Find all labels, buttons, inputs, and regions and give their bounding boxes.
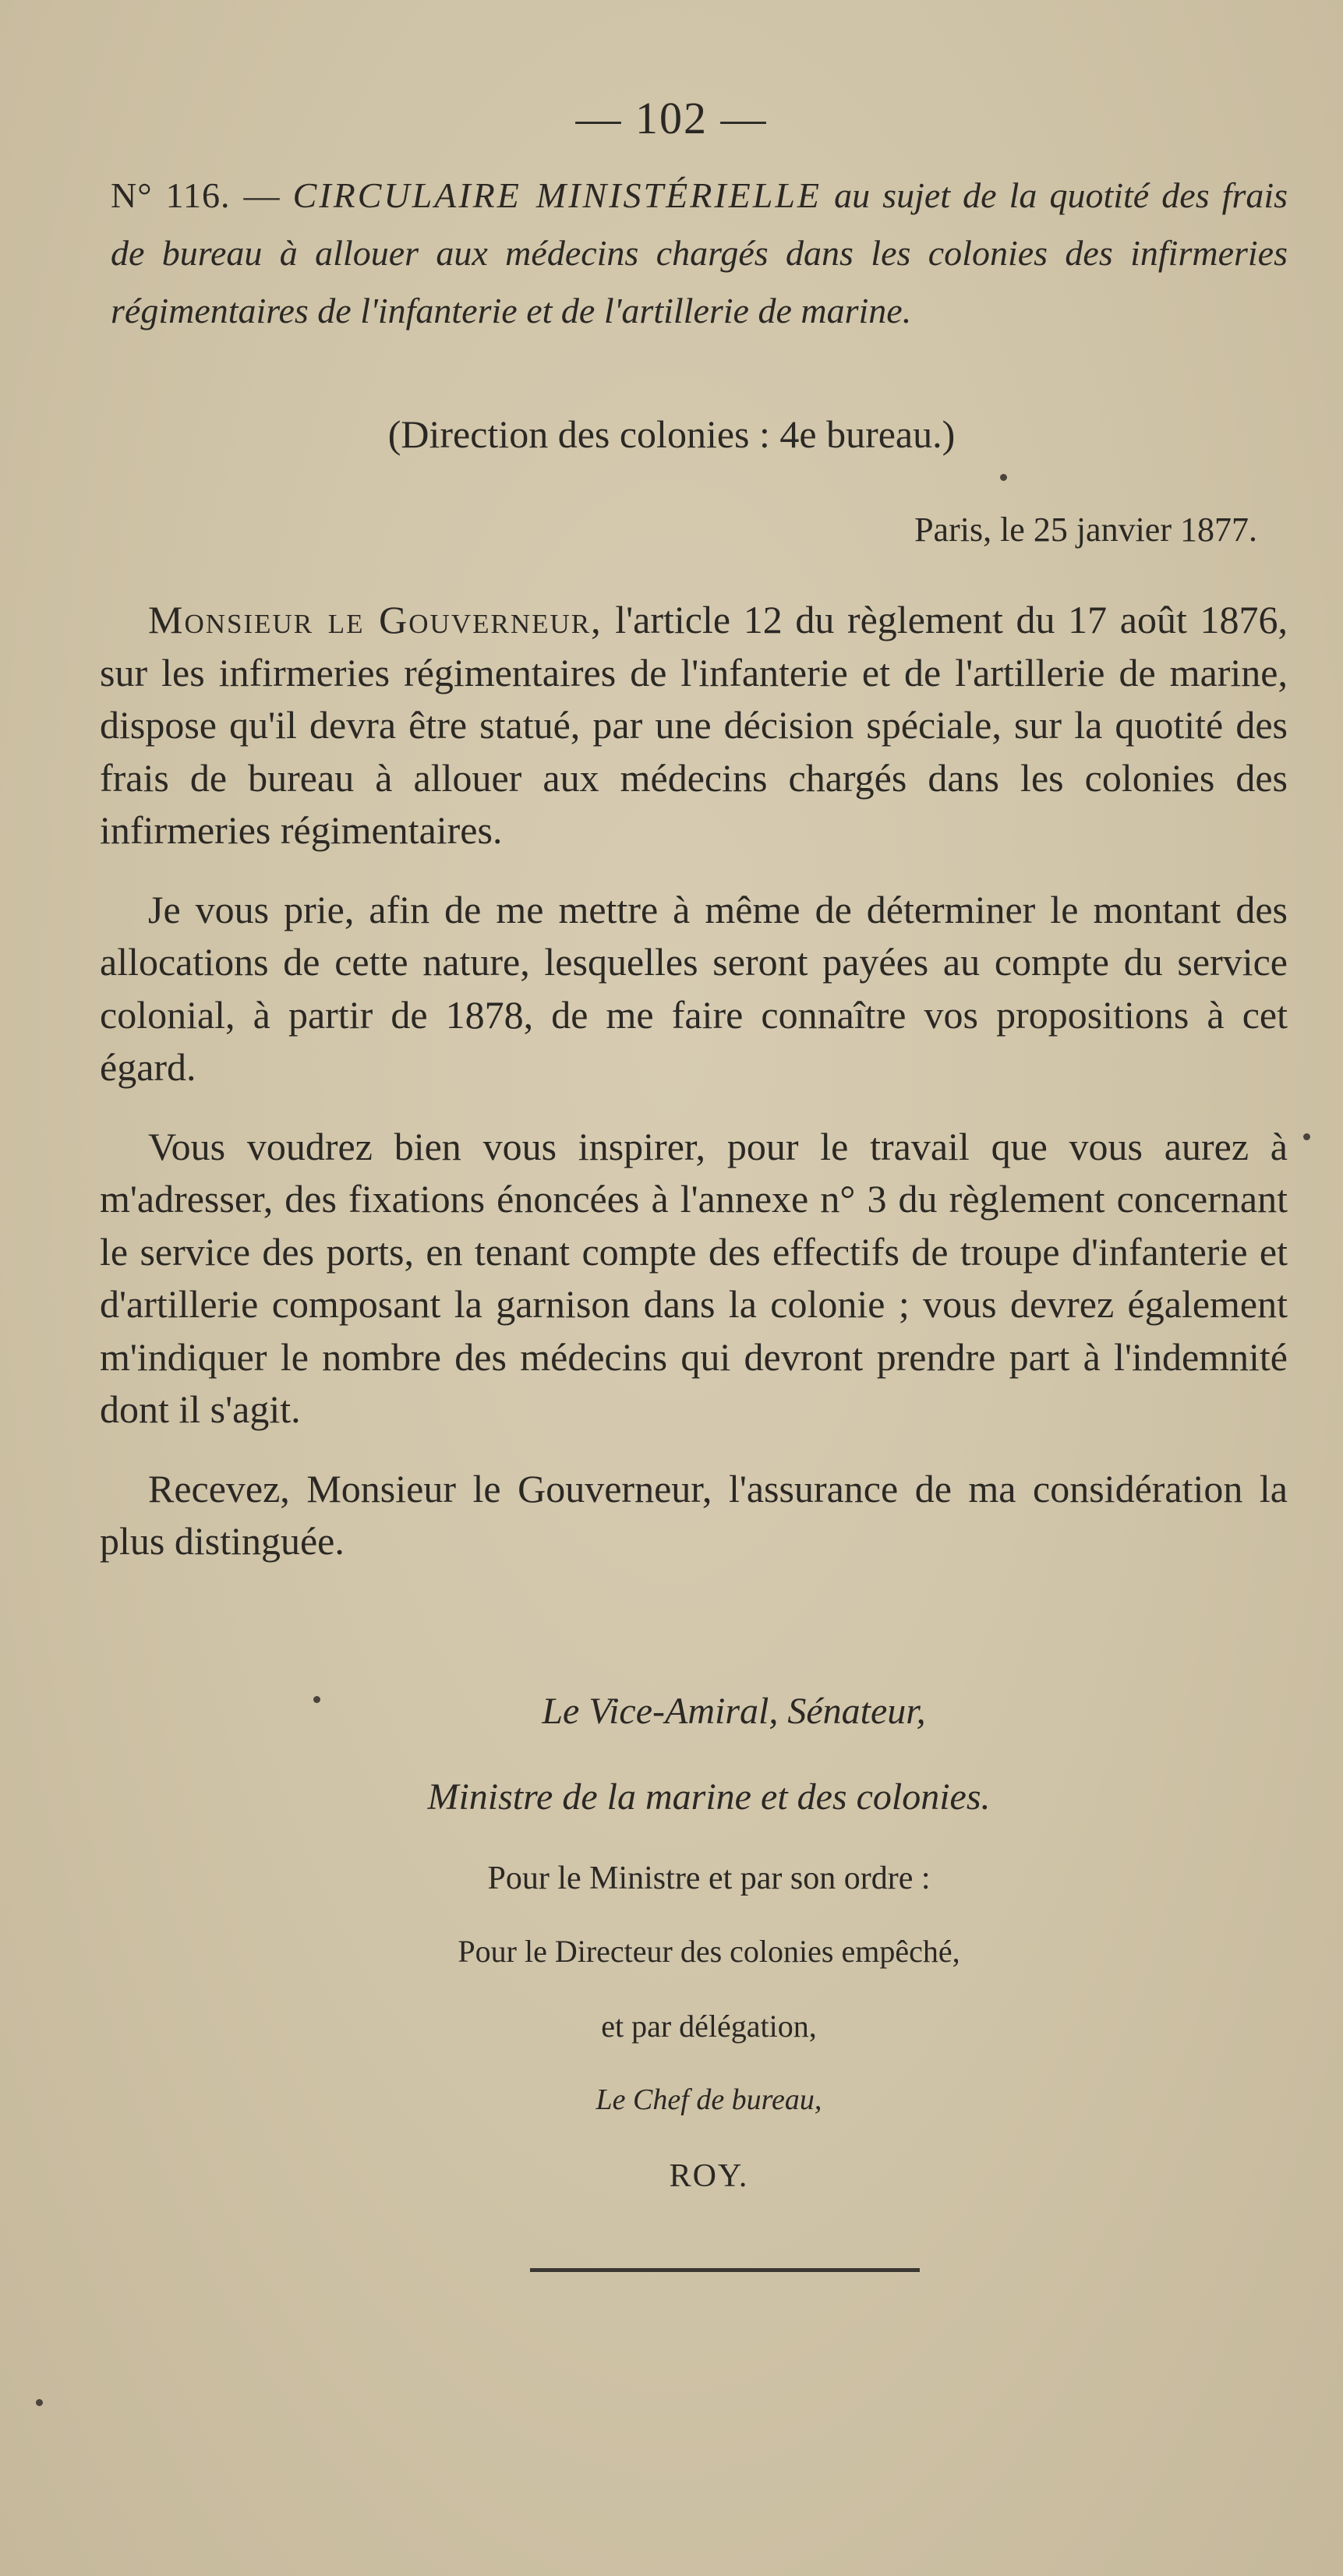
circular-heading: [111, 167, 1288, 340]
circular-number: N° 116. —: [111, 175, 281, 215]
signature-name: ROY.: [669, 2158, 749, 2194]
paragraph-1-text: l'article 12 du règlement du 17 août 1876, sur les infirmeries régimentaires de l'infanterie et de l'artillerie de marine, dispose qu'il devra être statué, par une décision spéciale, sur la quotité des frais de bureau à allouer aux médecins chargés dans les colonies des infirmeries régimentaires.: [100, 598, 1288, 852]
direction-line: (Direction des colonies : 4e bureau.): [387, 412, 956, 456]
circular-subject: au sujet de la quotité des frais de bureau à allouer aux médecins chargés dans les colonies des infirmeries régimentaires de l'infanterie et de l'artillerie de marine.: [111, 175, 1288, 330]
ink-speck: [1303, 1133, 1310, 1140]
paragraph-4: Recevez, Monsieur le Gouverneur, l'assurance de ma considération la plus distinguée.: [100, 1466, 1288, 1563]
paragraph-2: Je vous prie, afin de me mettre à même de déterminer le montant des allocations de cette nature, lesquelles seront payées au compte du service colonial, à partir de 1878, de me faire connaître vos propositions à cet égard.: [100, 887, 1288, 1089]
signature-order: Pour le Ministre et par son ordre :: [487, 1860, 931, 1896]
signature-title: Le Vice-Amiral, Sénateur,: [542, 1691, 926, 1732]
paragraph-3: Vous voudrez bien vous inspirer, pour le travail que vous aurez à m'adresser, des fixations énoncées à l'annexe n° 3 du règlement concernant le service des ports, en tenant compte des effectifs de troupe d'infanterie et d'artillerie composant la garnison dans la colonie ; vous devrez également m'indiquer le nombre des médecins qui devront prendre part à l'indemnité dont il s'agit.: [100, 1124, 1288, 1431]
closing-rule: [530, 2268, 920, 2272]
dateline: Paris, le 25 janvier 1877.: [914, 511, 1257, 549]
letter-body: [100, 594, 1288, 1595]
circular-title: CIRCULAIRE MINISTÉRIELLE: [292, 175, 822, 215]
ink-speck: [313, 1696, 320, 1703]
signature-director: Pour le Directeur des colonies empêché,: [458, 1934, 960, 1969]
paragraph-1: [100, 594, 1288, 857]
salutation: Monsieur le Gouverneur,: [148, 598, 603, 641]
ink-speck: [36, 2399, 43, 2406]
signature-office: Ministre de la marine et des colonies.: [427, 1776, 991, 1818]
page-number: — 102 —: [575, 93, 768, 143]
signature-delegation: et par délégation,: [601, 2009, 817, 2044]
signature-chief: Le Chef de bureau,: [596, 2083, 822, 2116]
ink-speck: [1000, 474, 1007, 481]
